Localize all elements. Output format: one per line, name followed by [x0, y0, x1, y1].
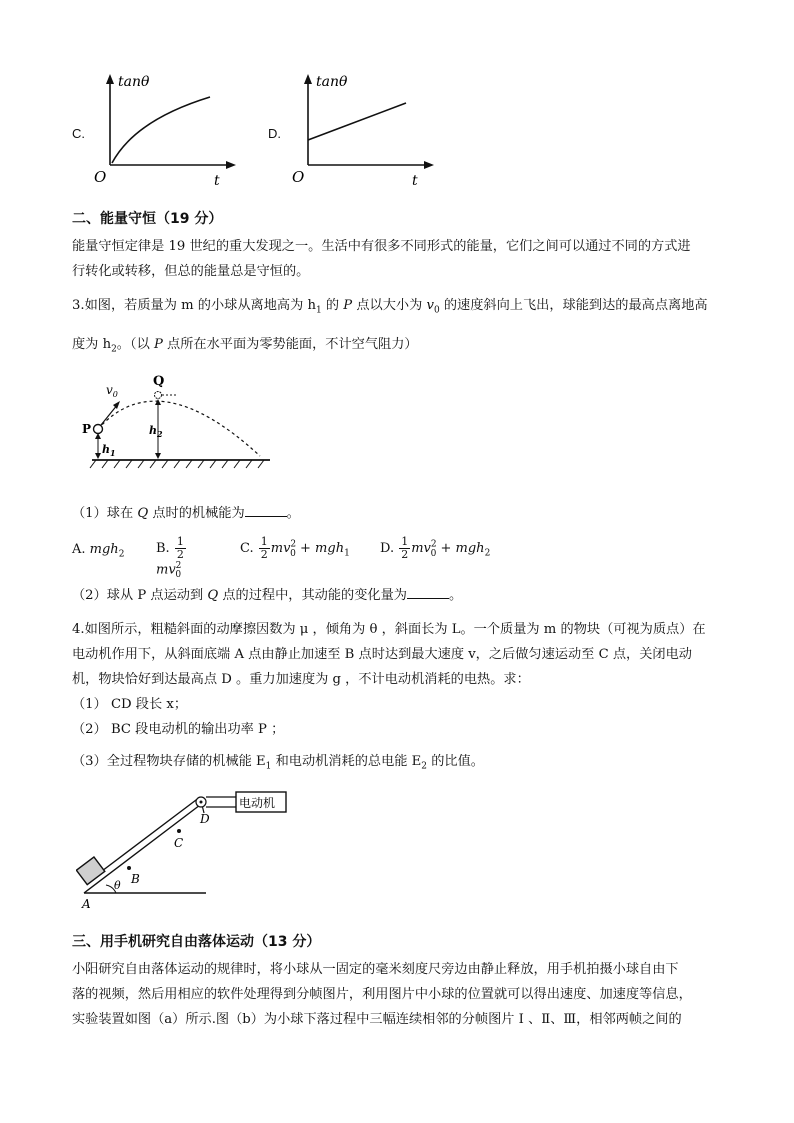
section2-intro-line2: 行转化或转移，但总的能量总是守恒的。	[72, 264, 310, 279]
q3-line2: 度为 $h_2$。（以 P 点所在水平面为零势能面，不计空气阻力）	[72, 337, 418, 355]
choice-d: D. $\frac{1}{2}$ $mv^2_0 + mgh_2$	[380, 535, 491, 561]
label-a: A	[82, 897, 91, 910]
label-b: B	[131, 872, 140, 886]
q-label: Q	[153, 374, 165, 389]
point-c	[177, 829, 181, 833]
q3-sub1-blank	[245, 504, 287, 517]
label-theta: θ	[114, 879, 121, 892]
graph-d-x-label: t	[412, 173, 418, 189]
q3-sub1: （1）球在 Q 点时的机械能为 。	[72, 506, 300, 521]
q4-sub1: （1） CD 段长 x；	[72, 697, 188, 712]
trajectory	[98, 401, 260, 456]
label-c: C	[174, 836, 184, 850]
graph-c-y-arrow	[106, 74, 114, 84]
q4-line2: 电动机作用下，从斜面底端 A 点由静止加速至 B 点时达到最大速度 v，之后做匀速运动至 C 点，关闭电动	[72, 647, 692, 662]
graph-d	[288, 70, 438, 190]
label-d: D	[200, 812, 210, 826]
q4-line3: 机，物块恰好到达最高点 D 。重力加速度为 g ，不计电动机消耗的电热。求：	[72, 672, 530, 687]
graph-d-x-arrow	[424, 161, 434, 169]
section3-line1: 小阳研究自由落体运动的规律时，将小球从一固定的毫米刻度尺旁边由静止释放，用手机拍摄小球自由下	[72, 962, 679, 977]
option-d-label: D.	[268, 126, 281, 141]
graph-c-y-label: tanθ	[118, 74, 150, 90]
graph-d-y-label: tanθ	[316, 74, 348, 90]
option-c-label: C.	[72, 126, 85, 141]
section3-line3: 实验装置如图（a）所示.图（b）为小球下落过程中三幅连续相邻的分帧图片 Ⅰ 、Ⅱ、Ⅲ，相邻两帧之间的	[72, 1012, 682, 1027]
h2-label: $h_2$	[149, 424, 163, 439]
q4-sub2: （2） BC 段电动机的输出功率 P ；	[72, 722, 285, 737]
choice-a: A. mgh$_2$	[72, 542, 125, 560]
q3-projectile-figure	[70, 370, 280, 470]
q4-sub3: （3）全过程物块存储的机械能 $E_1$ 和电动机消耗的总电能 $E_2$ 的比值。	[72, 754, 484, 772]
ball-q	[155, 392, 162, 399]
section3-heading: 三、用手机研究自由落体运动（13 分）	[72, 934, 321, 950]
graph-c-x-label: t	[214, 173, 220, 189]
incline-top-edge	[102, 797, 200, 871]
ground-hatching	[90, 460, 264, 468]
ball-p	[94, 425, 103, 434]
q4-line1: 4.如图所示，粗糙斜面的动摩擦因数为 μ ，倾角为 θ ，斜面长为 L。一个质量为 m 的物块（可视为质点）在	[72, 622, 706, 637]
graph-c-x-arrow	[226, 161, 236, 169]
section3-line2: 落的视频，然后用相应的软件处理得到分帧图片，利用图片中小球的位置就可以得出速度、加速度等信息，	[72, 987, 692, 1002]
choice-b: B. $\frac{1}{2}$ $mv^2_0$	[156, 535, 184, 580]
q3-line1: 3.如图，若质量为 m 的小球从离地高为 $h_1$ 的 P 点以大小为 $v_0$ 的速度斜向上飞出，球能到达的最高点离地高	[72, 298, 708, 316]
p-label: P	[82, 422, 92, 436]
graph-c	[90, 70, 240, 190]
section2-heading: 二、能量守恒（19 分）	[72, 211, 223, 227]
q4-incline-figure	[76, 785, 296, 910]
choice-c: C. $\frac{1}{2}$ $mv^2_0 + mgh_1$	[240, 535, 350, 561]
graph-d-line	[308, 103, 406, 140]
motor-label: 电动机	[239, 796, 276, 810]
graph-c-curve	[112, 97, 210, 163]
point-b	[127, 866, 131, 870]
q3-sub2-blank	[407, 586, 449, 599]
graph-c-origin: O	[94, 168, 107, 186]
v0-label: $v_0$	[106, 383, 118, 399]
section2-intro-line1: 能量守恒定律是 19 世纪的重大发现之一。生活中有很多不同形式的能量，它们之间可以通过不同的方式进	[72, 239, 691, 254]
graph-d-origin: O	[292, 168, 305, 186]
h1-label: $h_1$	[102, 443, 116, 458]
graph-d-y-arrow	[304, 74, 312, 84]
q3-sub2: （2）球从 P 点运动到 Q 点的过程中，其动能的变化量为 。	[72, 588, 463, 603]
